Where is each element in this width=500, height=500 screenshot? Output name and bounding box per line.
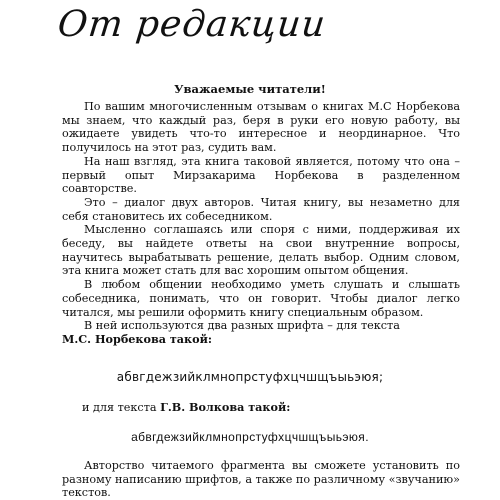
salutation: Уважаемые читатели! — [174, 82, 326, 96]
closing-text — [62, 459, 460, 500]
paragraph: В ней используются два разных шрифта – для текста — [84, 319, 400, 333]
font-sample-b: абвгдежзийклмнопрстуфхцчшщъыьэюя. — [131, 430, 369, 444]
editorial-body — [62, 100, 460, 347]
paragraph: Мысленно соглашаясь или споря с ними, поддерживая их беседу, вы найдете ответы на свои внутренние вопросы, научитесь вырабатывать решение, делать выбор. Одним словом, эта книга может стать для вас хорошим опытом общения. — [62, 223, 460, 278]
author-b-label: Г.В. Волкова такой: — [160, 400, 291, 414]
paragraph: В любом общении необходимо уметь слушать и слышать собеседника, понимать, что он говорит. Чтобы диалог легко читался, мы решили оформить книгу специальным образом. — [62, 278, 460, 319]
page-heading: От редакции — [55, 4, 328, 45]
author-b-intro: и для текста — [82, 401, 157, 414]
closing-paragraph: Авторство читаемого фрагмента вы сможете установить по разному написанию шрифтов, а также по различному «звучанию» текстов. — [62, 459, 460, 500]
paragraph: Это – диалог двух авторов. Читая книгу, вы незаметно для себя становитесь их собеседником. — [62, 195, 460, 223]
author-a-label: М.С. Норбекова такой: — [62, 331, 213, 346]
paragraph: По вашим многочисленным отзывам о книгах М.С Норбекова мы знаем, что каждый раз, беря в руки его новую работу, вы ожидаете увидеть что-то интересное и неординарное. Что получилось на этот раз, судить вам. — [62, 100, 460, 155]
paragraph: На наш взгляд, эта книга таковой является, потому что она – первый опыт Мирзакарима Норбекова в разделенном соавторстве. — [62, 154, 460, 196]
font-sample-a: абвгдежзийклмнопрстуфхцчшщъыьэюя; — [116, 370, 384, 384]
author-b-line — [82, 400, 290, 414]
author-a-label-line — [62, 333, 460, 347]
